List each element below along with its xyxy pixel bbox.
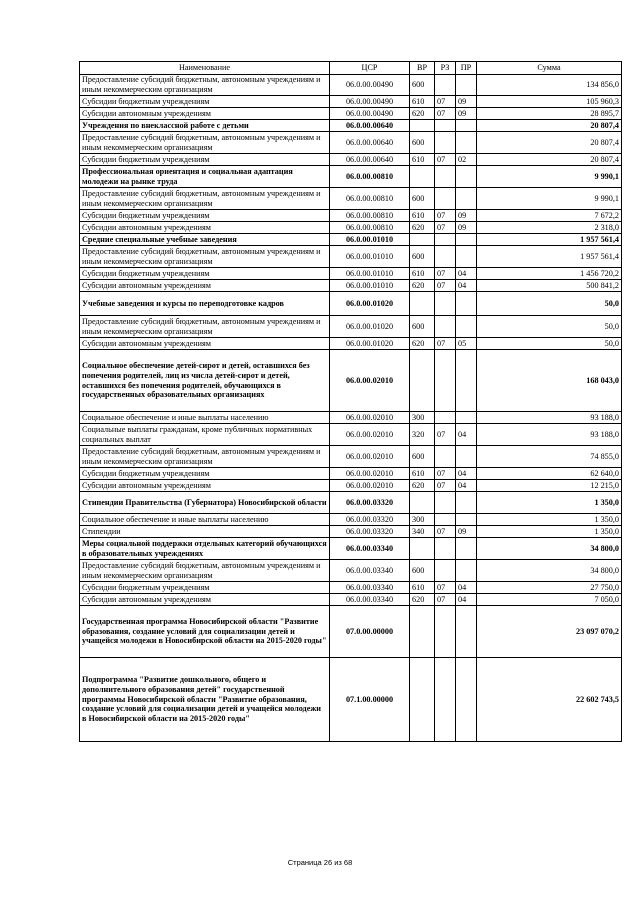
- cell-vr: 600: [410, 75, 435, 96]
- cell-pr: 04: [456, 480, 477, 492]
- cell-vr: 620: [410, 280, 435, 292]
- cell-rz: 07: [435, 338, 456, 350]
- cell-rz: 07: [435, 280, 456, 292]
- cell-rz: 07: [435, 424, 456, 446]
- cell-csr: 06.0.00.00640: [330, 120, 410, 132]
- cell-csr: 06.0.00.03340: [330, 538, 410, 560]
- cell-pr: [456, 514, 477, 526]
- cell-csr: 06.0.00.00810: [330, 222, 410, 234]
- cell-rz: [435, 166, 456, 188]
- cell-rz: [435, 412, 456, 424]
- table-row: [80, 560, 622, 582]
- cell-pr: [456, 188, 477, 210]
- cell-pr: 04: [456, 594, 477, 606]
- table-row: [80, 412, 622, 424]
- cell-name: Предоставление субсидий бюджетным, автономным учреждениям и иным некоммерческим организациям: [80, 316, 330, 338]
- cell-pr: [456, 658, 477, 742]
- table-row: [80, 246, 622, 268]
- cell-csr: 06.0.00.03340: [330, 560, 410, 582]
- cell-pr: 04: [456, 582, 477, 594]
- cell-rz: 07: [435, 526, 456, 538]
- cell-name: Социальное обеспечение и иные выплаты населению: [80, 412, 330, 424]
- cell-vr: [410, 538, 435, 560]
- cell-sum: 22 602 743,5: [477, 658, 622, 742]
- table-row: [80, 468, 622, 480]
- cell-sum: 20 807,4: [477, 120, 622, 132]
- cell-csr: 06.0.00.03340: [330, 594, 410, 606]
- cell-sum: 50,0: [477, 316, 622, 338]
- cell-name: Предоставление субсидий бюджетным, автономным учреждениям и иным некоммерческим организациям: [80, 246, 330, 268]
- cell-name: Субсидии бюджетным учреждениям: [80, 582, 330, 594]
- cell-rz: [435, 234, 456, 246]
- cell-rz: 07: [435, 468, 456, 480]
- cell-vr: 340: [410, 526, 435, 538]
- cell-csr: 06.0.00.00810: [330, 166, 410, 188]
- cell-sum: 12 215,0: [477, 480, 622, 492]
- table-row: [80, 188, 622, 210]
- cell-pr: [456, 120, 477, 132]
- cell-name: Стипендии Правительства (Губернатора) Новосибирской области: [80, 492, 330, 514]
- cell-name: Субсидии автономным учреждениям: [80, 222, 330, 234]
- cell-sum: 134 856,0: [477, 75, 622, 96]
- cell-vr: 620: [410, 338, 435, 350]
- cell-vr: [410, 492, 435, 514]
- cell-pr: 09: [456, 108, 477, 120]
- cell-vr: 610: [410, 582, 435, 594]
- cell-csr: 06.0.00.01020: [330, 316, 410, 338]
- table-row: [80, 514, 622, 526]
- table-row: [80, 658, 622, 742]
- cell-csr: 06.0.00.01010: [330, 246, 410, 268]
- cell-pr: 09: [456, 526, 477, 538]
- cell-rz: [435, 606, 456, 658]
- cell-csr: 06.0.00.00640: [330, 132, 410, 154]
- table-row: [80, 582, 622, 594]
- cell-rz: [435, 514, 456, 526]
- cell-sum: 168 043,0: [477, 350, 622, 412]
- table-row: [80, 75, 622, 96]
- cell-vr: 610: [410, 210, 435, 222]
- cell-rz: [435, 350, 456, 412]
- cell-sum: 27 750,0: [477, 582, 622, 594]
- header-rz: РЗ: [435, 62, 456, 75]
- cell-vr: [410, 350, 435, 412]
- cell-name: Субсидии автономным учреждениям: [80, 480, 330, 492]
- table-row: [80, 154, 622, 166]
- cell-sum: 28 895,7: [477, 108, 622, 120]
- cell-vr: 320: [410, 424, 435, 446]
- cell-csr: 07.0.00.00000: [330, 606, 410, 658]
- cell-name: Учебные заведения и курсы по переподготовке кадров: [80, 292, 330, 316]
- table-row: [80, 350, 622, 412]
- cell-csr: 06.0.00.02010: [330, 446, 410, 468]
- cell-rz: [435, 446, 456, 468]
- cell-rz: [435, 132, 456, 154]
- cell-name: Профессиональная ориентация и социальная адаптация молодежи на рынке труда: [80, 166, 330, 188]
- cell-csr: 06.0.00.00490: [330, 108, 410, 120]
- cell-name: Субсидии бюджетным учреждениям: [80, 468, 330, 480]
- page-number: Страница 26 из 68: [287, 858, 353, 867]
- cell-vr: 610: [410, 96, 435, 108]
- cell-rz: [435, 246, 456, 268]
- cell-vr: 600: [410, 316, 435, 338]
- cell-pr: 05: [456, 338, 477, 350]
- cell-name: Предоставление субсидий бюджетным, автономным учреждениям и иным некоммерческим организациям: [80, 75, 330, 96]
- budget-table: [79, 61, 622, 742]
- table-row: [80, 338, 622, 350]
- cell-csr: 06.0.00.01010: [330, 280, 410, 292]
- cell-name: Субсидии автономным учреждениям: [80, 594, 330, 606]
- cell-sum: 23 097 070,2: [477, 606, 622, 658]
- cell-name: Социальное обеспечение детей-сирот и детей, оставшихся без попечения родителей, лиц из числа детей-сирот и детей, оставшихся без попечения родителей, обучающихся в государственных образовательных организациях: [80, 350, 330, 412]
- cell-csr: 06.0.00.01020: [330, 292, 410, 316]
- cell-sum: 50,0: [477, 338, 622, 350]
- cell-csr: 06.0.00.01020: [330, 338, 410, 350]
- cell-sum: 50,0: [477, 292, 622, 316]
- cell-vr: 600: [410, 188, 435, 210]
- cell-vr: 300: [410, 412, 435, 424]
- table-row: [80, 292, 622, 316]
- cell-vr: 610: [410, 468, 435, 480]
- cell-csr: 06.0.00.02010: [330, 412, 410, 424]
- table-row: [80, 538, 622, 560]
- cell-vr: 620: [410, 594, 435, 606]
- cell-pr: [456, 166, 477, 188]
- table-row: [80, 222, 622, 234]
- table-row: [80, 606, 622, 658]
- cell-sum: 62 640,0: [477, 468, 622, 480]
- cell-pr: 09: [456, 210, 477, 222]
- cell-sum: 34 800,0: [477, 560, 622, 582]
- cell-pr: 09: [456, 222, 477, 234]
- cell-pr: 02: [456, 154, 477, 166]
- cell-sum: 9 990,1: [477, 166, 622, 188]
- cell-rz: 07: [435, 154, 456, 166]
- cell-name: Субсидии автономным учреждениям: [80, 280, 330, 292]
- cell-name: Учреждения по внеклассной работе с детьми: [80, 120, 330, 132]
- cell-sum: 20 807,4: [477, 132, 622, 154]
- cell-name: Предоставление субсидий бюджетным, автономным учреждениям и иным некоммерческим организациям: [80, 132, 330, 154]
- cell-csr: 06.0.00.00810: [330, 210, 410, 222]
- cell-csr: 06.0.00.02010: [330, 468, 410, 480]
- cell-sum: 1 350,0: [477, 526, 622, 538]
- cell-pr: [456, 606, 477, 658]
- cell-csr: 06.0.00.01010: [330, 268, 410, 280]
- cell-vr: 620: [410, 108, 435, 120]
- table-row: [80, 268, 622, 280]
- cell-csr: 06.0.00.01010: [330, 234, 410, 246]
- cell-name: Субсидии бюджетным учреждениям: [80, 210, 330, 222]
- cell-sum: 9 990,1: [477, 188, 622, 210]
- cell-name: Субсидии автономным учреждениям: [80, 338, 330, 350]
- cell-pr: [456, 350, 477, 412]
- cell-sum: 1 350,0: [477, 514, 622, 526]
- cell-pr: [456, 234, 477, 246]
- cell-csr: 06.0.00.03340: [330, 582, 410, 594]
- cell-rz: [435, 658, 456, 742]
- cell-name: Предоставление субсидий бюджетным, автономным учреждениям и иным некоммерческим организациям: [80, 446, 330, 468]
- cell-vr: [410, 658, 435, 742]
- cell-rz: 07: [435, 594, 456, 606]
- cell-rz: [435, 316, 456, 338]
- cell-vr: 600: [410, 246, 435, 268]
- cell-sum: 34 800,0: [477, 538, 622, 560]
- table-row: [80, 446, 622, 468]
- cell-csr: 06.0.00.00490: [330, 75, 410, 96]
- cell-vr: 620: [410, 480, 435, 492]
- table-row: [80, 316, 622, 338]
- cell-csr: 06.0.00.00640: [330, 154, 410, 166]
- cell-vr: [410, 120, 435, 132]
- cell-sum: 1 957 561,4: [477, 234, 622, 246]
- cell-rz: [435, 75, 456, 96]
- cell-rz: 07: [435, 96, 456, 108]
- cell-name: Государственная программа Новосибирской области "Развитие образования, создание условий для социализации детей и учащейся молодежи в Новосибирской области на 2015-2020 годы": [80, 606, 330, 658]
- table-row: [80, 492, 622, 514]
- cell-vr: [410, 234, 435, 246]
- table-row: [80, 120, 622, 132]
- table-body: [80, 75, 622, 742]
- cell-sum: 1 456 720,2: [477, 268, 622, 280]
- header-vr: ВР: [410, 62, 435, 75]
- cell-csr: 06.0.00.02010: [330, 424, 410, 446]
- cell-vr: 600: [410, 446, 435, 468]
- cell-pr: 04: [456, 424, 477, 446]
- table-row: [80, 280, 622, 292]
- cell-rz: 07: [435, 480, 456, 492]
- cell-sum: 7 050,0: [477, 594, 622, 606]
- cell-pr: [456, 292, 477, 316]
- cell-csr: 06.0.00.03320: [330, 514, 410, 526]
- cell-name: Социальное обеспечение и иные выплаты населению: [80, 514, 330, 526]
- cell-rz: [435, 188, 456, 210]
- cell-name: Субсидии бюджетным учреждениям: [80, 96, 330, 108]
- cell-name: Предоставление субсидий бюджетным, автономным учреждениям и иным некоммерческим организациям: [80, 560, 330, 582]
- cell-pr: 04: [456, 280, 477, 292]
- cell-sum: 20 807,4: [477, 154, 622, 166]
- cell-rz: [435, 538, 456, 560]
- cell-rz: 07: [435, 108, 456, 120]
- cell-vr: 300: [410, 514, 435, 526]
- cell-sum: 1 957 561,4: [477, 246, 622, 268]
- cell-pr: 04: [456, 468, 477, 480]
- cell-csr: 07.1.00.00000: [330, 658, 410, 742]
- cell-rz: 07: [435, 210, 456, 222]
- cell-sum: 74 855,0: [477, 446, 622, 468]
- cell-name: Стипендии: [80, 526, 330, 538]
- table-row: [80, 424, 622, 446]
- cell-vr: [410, 166, 435, 188]
- cell-pr: [456, 412, 477, 424]
- table-row: [80, 594, 622, 606]
- table-row: [80, 132, 622, 154]
- cell-csr: 06.0.00.02010: [330, 350, 410, 412]
- cell-rz: [435, 292, 456, 316]
- cell-csr: 06.0.00.03320: [330, 526, 410, 538]
- cell-pr: [456, 538, 477, 560]
- cell-pr: [456, 246, 477, 268]
- cell-name: Субсидии автономным учреждениям: [80, 108, 330, 120]
- cell-pr: [456, 132, 477, 154]
- header-pr: ПР: [456, 62, 477, 75]
- table-row: [80, 210, 622, 222]
- table-row: [80, 234, 622, 246]
- cell-name: Предоставление субсидий бюджетным, автономным учреждениям и иным некоммерческим организациям: [80, 188, 330, 210]
- cell-name: Подпрограмма "Развитие дошкольного, общего и дополнительного образования детей" государственной программы Новосибирской области "Развитие образования, создание условий для социализации детей и учащейся молодежи в Новосибирской области на 2015-2020 годы": [80, 658, 330, 742]
- cell-sum: 500 841,2: [477, 280, 622, 292]
- cell-sum: 2 318,0: [477, 222, 622, 234]
- cell-rz: 07: [435, 582, 456, 594]
- table-row: [80, 526, 622, 538]
- cell-name: Социальные выплаты гражданам, кроме публичных нормативных социальных выплат: [80, 424, 330, 446]
- table-row: [80, 166, 622, 188]
- cell-pr: [456, 316, 477, 338]
- cell-name: Субсидии бюджетным учреждениям: [80, 268, 330, 280]
- header-name: Наименование: [80, 62, 330, 75]
- cell-pr: [456, 560, 477, 582]
- header-csr: ЦСР: [330, 62, 410, 75]
- cell-pr: 09: [456, 96, 477, 108]
- header-sum: Сумма: [477, 62, 622, 75]
- cell-csr: 06.0.00.02010: [330, 480, 410, 492]
- cell-vr: [410, 292, 435, 316]
- cell-sum: 93 188,0: [477, 412, 622, 424]
- cell-name: Меры социальной поддержки отдельных категорий обучающихся в образовательных учреждениях: [80, 538, 330, 560]
- cell-vr: 600: [410, 560, 435, 582]
- cell-csr: 06.0.00.03320: [330, 492, 410, 514]
- cell-rz: [435, 492, 456, 514]
- cell-pr: 04: [456, 268, 477, 280]
- cell-rz: 07: [435, 268, 456, 280]
- cell-vr: 610: [410, 154, 435, 166]
- table-row: [80, 480, 622, 492]
- cell-csr: 06.0.00.00490: [330, 96, 410, 108]
- table-header-row: [80, 62, 622, 75]
- table-row: [80, 96, 622, 108]
- cell-vr: 610: [410, 268, 435, 280]
- cell-pr: [456, 492, 477, 514]
- cell-sum: 93 188,0: [477, 424, 622, 446]
- cell-sum: 1 350,0: [477, 492, 622, 514]
- cell-name: Средние специальные учебные заведения: [80, 234, 330, 246]
- cell-vr: [410, 606, 435, 658]
- cell-vr: 620: [410, 222, 435, 234]
- cell-rz: [435, 120, 456, 132]
- cell-csr: 06.0.00.00810: [330, 188, 410, 210]
- cell-sum: 7 672,2: [477, 210, 622, 222]
- cell-sum: 105 960,3: [477, 96, 622, 108]
- table-row: [80, 108, 622, 120]
- cell-rz: 07: [435, 222, 456, 234]
- cell-pr: [456, 75, 477, 96]
- cell-rz: [435, 560, 456, 582]
- cell-name: Субсидии бюджетным учреждениям: [80, 154, 330, 166]
- cell-pr: [456, 446, 477, 468]
- cell-vr: 600: [410, 132, 435, 154]
